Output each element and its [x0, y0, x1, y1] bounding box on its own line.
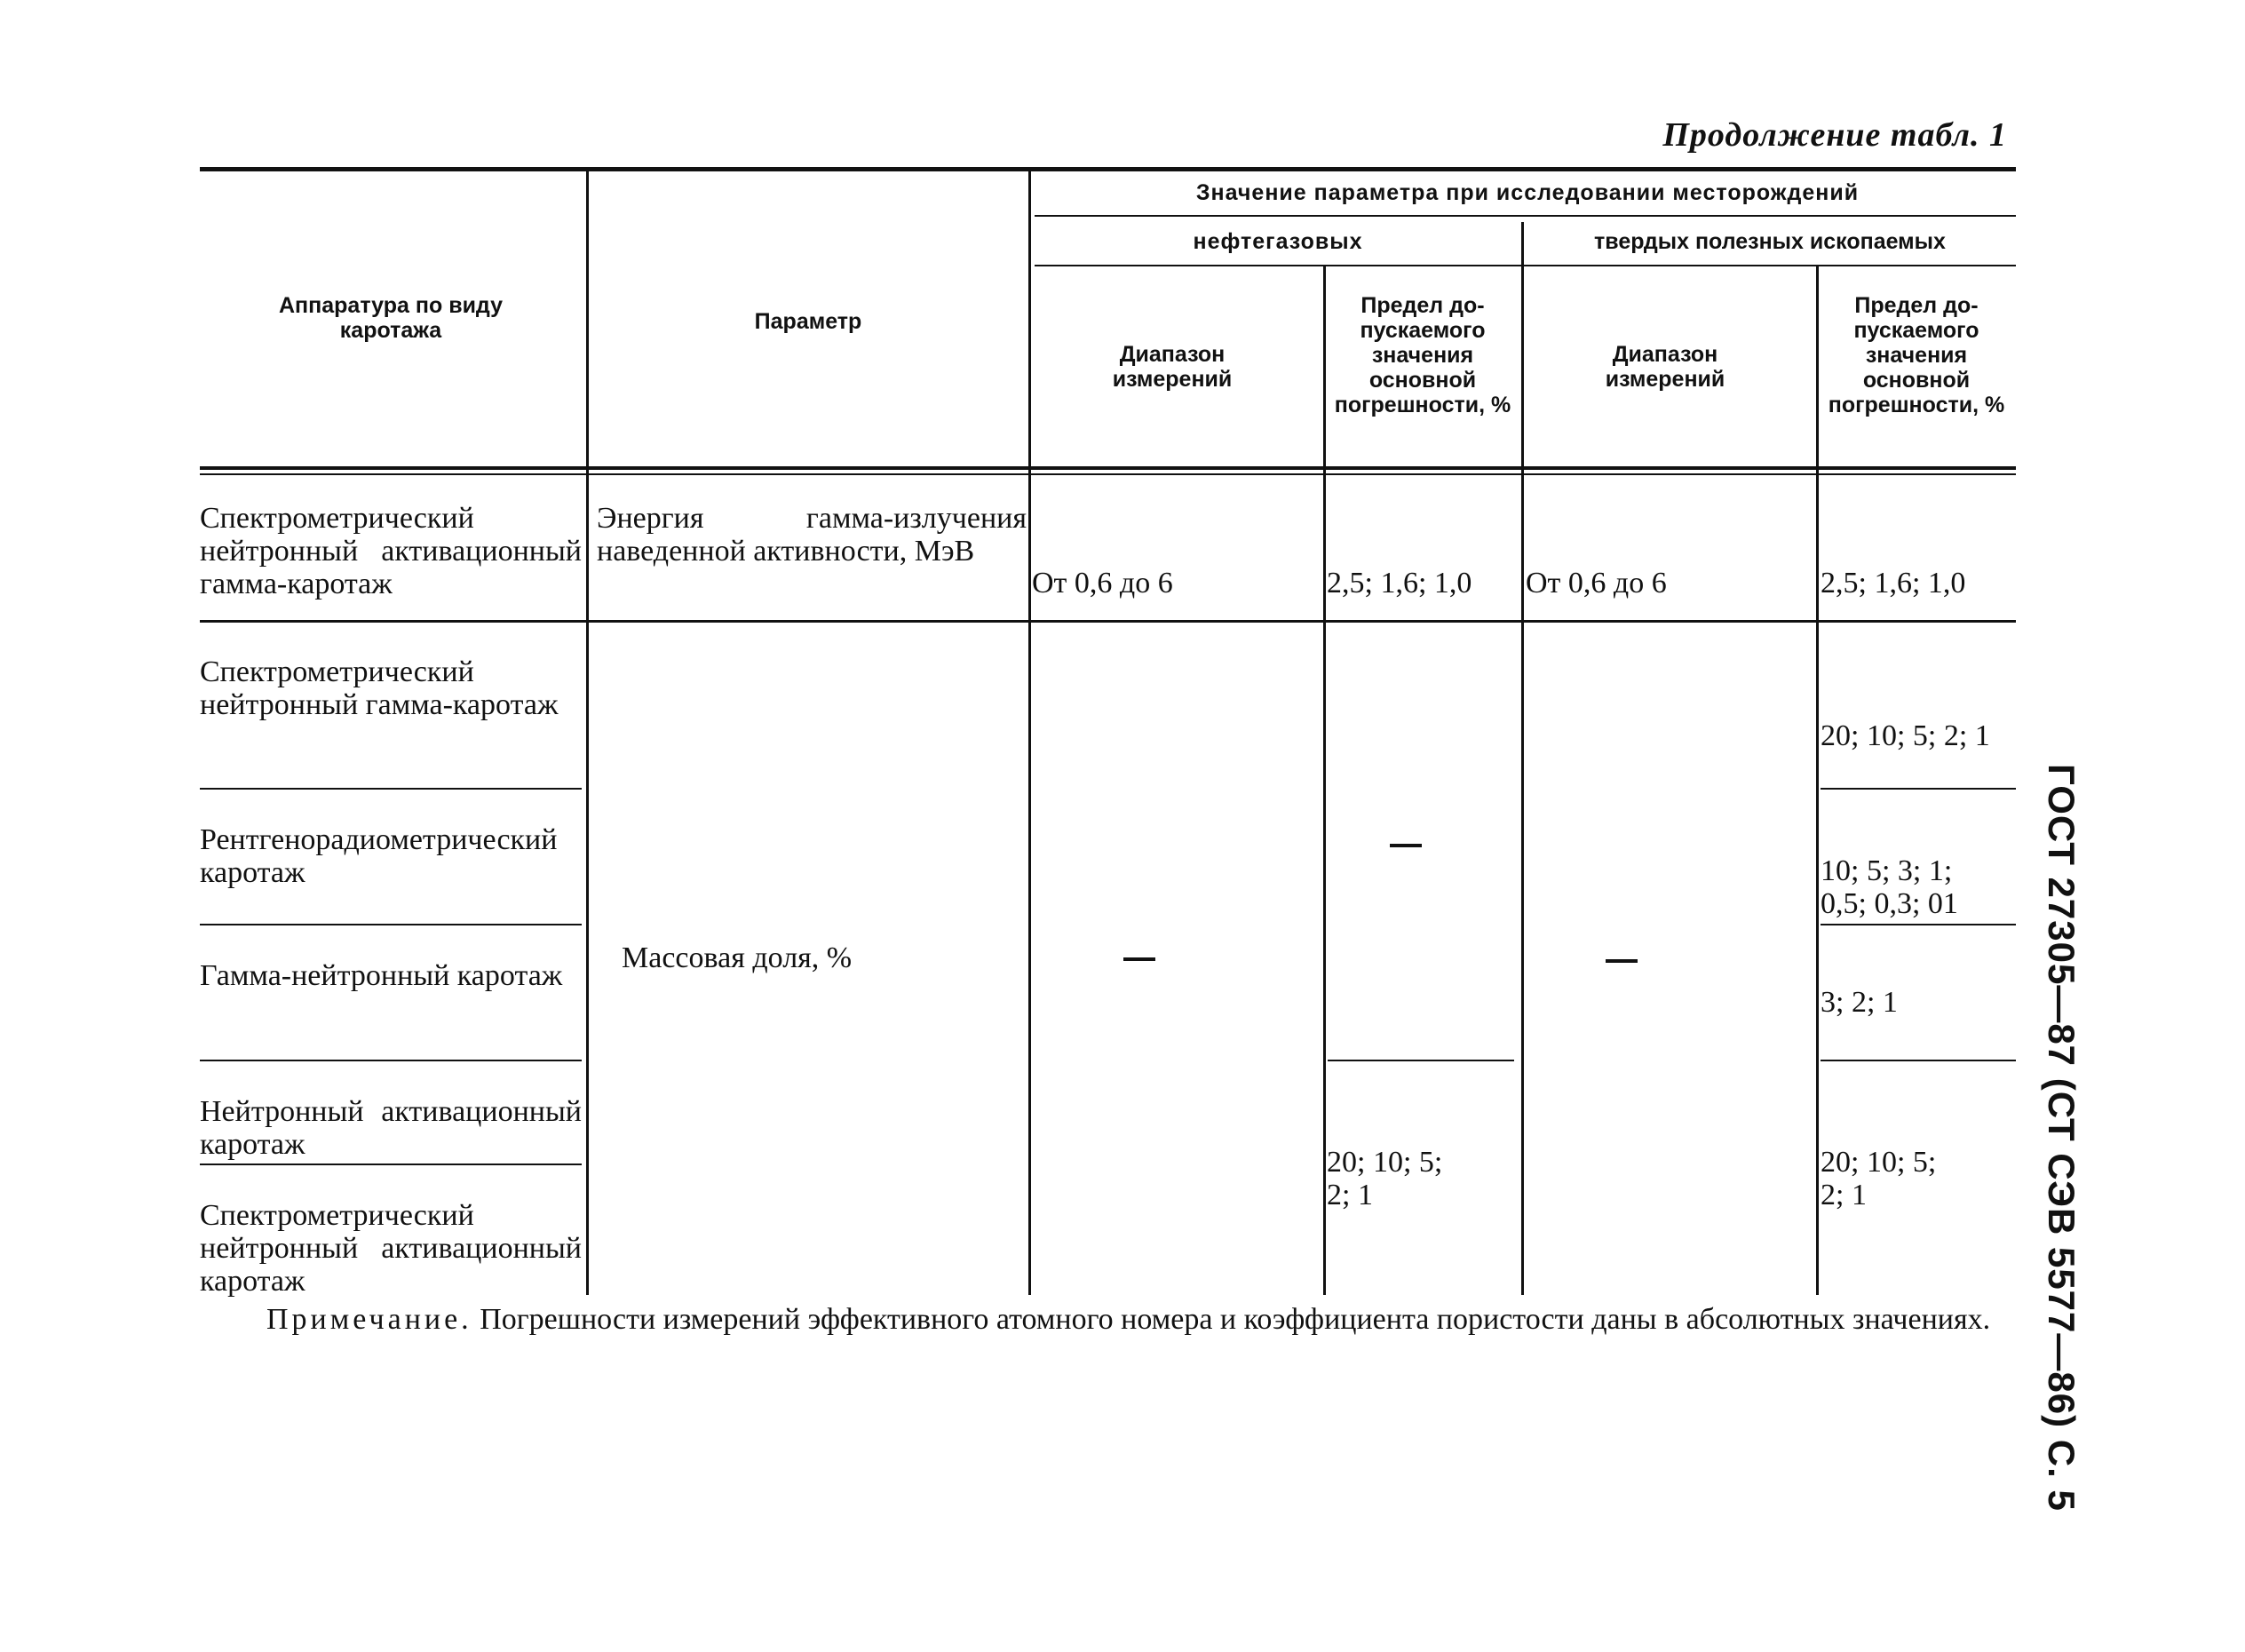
header-solid: твердых полезных ископаемых [1594, 229, 1946, 254]
row1-parameter: Энергия гамма-излучения наведенной активности, МэВ [597, 502, 1027, 568]
row1-solid-limit: 2,5; 1,6; 1,0 [1821, 567, 1966, 600]
solid-limit-rule-2 [1821, 924, 2016, 925]
header-bottom-rule-2 [200, 473, 2016, 475]
col-rule-3 [1323, 265, 1326, 1295]
row1-oil-limit: 2,5; 1,6; 1,0 [1327, 567, 1472, 600]
group-solid-limit-4: 20; 10; 5; 2; 1 [1821, 1146, 1937, 1211]
group-parameter: Массовая доля, % [622, 941, 853, 974]
group-apparatus-3: Гамма-нейтронный каротаж [200, 959, 563, 992]
group-solid-range-text [1606, 943, 1615, 953]
header-solid-range: Диапазон измерений [1605, 342, 1725, 392]
col-rule-1 [586, 171, 589, 1295]
col-rule-4 [1521, 222, 1524, 1295]
group-row-rule-1 [200, 788, 582, 790]
col-rule-5 [1816, 265, 1819, 1295]
table-top-rule [200, 167, 2016, 171]
header-value-group: Значение параметра при исследовании месторождений [1195, 180, 1860, 205]
row1-bottom-rule [200, 620, 2016, 623]
header-oil-gas: нефтегазовых [1193, 229, 1363, 254]
group-oil-limit-text [1391, 828, 1400, 838]
group-oil-range-text [1124, 941, 1133, 951]
solid-limit-rule-1 [1821, 788, 2016, 790]
table-caption: Продолжение табл. 1 [1662, 116, 2007, 154]
header-oil-range: Диапазон измерений [1112, 342, 1233, 392]
group-row-rule-3 [200, 1060, 582, 1061]
row1-oil-range: От 0,6 до 6 [1032, 567, 1173, 600]
table-note [195, 1301, 2007, 1338]
col-rule-2 [1028, 171, 1031, 1295]
header-bottom-rule [200, 466, 2016, 470]
group-row-rule-4 [200, 1164, 582, 1165]
header-apparatus: Аппаратура по виду каротажа [278, 293, 504, 343]
side-standard-reference: ГОСТ 27305—87 (СТ СЭВ 5577—86) С. 5 [2041, 764, 2082, 1512]
header-solid-limit: Предел допускаемого значения основной погрешности, % [1828, 293, 2005, 417]
header-rule-subgroup [1035, 265, 2016, 266]
group-solid-limit-1: 20; 10; 5; 2; 1 [1821, 719, 1990, 752]
group-apparatus-4: Нейтронный активационный каротаж [200, 1095, 582, 1161]
note-text: Погрешности измерений эффективного атомного номера и коэффициента пористости даны в абсолютных значениях. [480, 1303, 1991, 1336]
group-solid-limit-3: 3; 2; 1 [1821, 986, 1898, 1019]
solid-limit-rule-3 [1821, 1060, 2016, 1061]
group-solid-limit-2: 10; 5; 3; 1; 0,5; 0,3; 01 [1821, 854, 1958, 920]
header-oil-limit: Предел допускаемого значения основной погрешности, % [1334, 293, 1511, 417]
group-solid-range-dash [1606, 959, 1638, 963]
group-oil-range-dash [1123, 957, 1155, 961]
row1-apparatus: Спектрометрический нейтронный активационный гамма-каротаж [200, 502, 582, 600]
group-apparatus-5: Спектрометрический нейтронный активационный каротаж [200, 1199, 582, 1298]
header-rule-group [1035, 215, 2016, 217]
group-apparatus-2: Рентгенорадиометрический каротаж [200, 823, 558, 889]
oil-limit-rule [1328, 1060, 1514, 1061]
group-apparatus-1: Спектрометрический нейтронный гамма-каротаж [200, 655, 559, 721]
header-parameter: Параметр [754, 309, 862, 334]
note-label: Примечание. [266, 1303, 472, 1336]
group-oil-limit-bottom: 20; 10; 5; 2; 1 [1327, 1146, 1443, 1211]
group-row-rule-2 [200, 924, 582, 925]
group-oil-limit-dash [1390, 844, 1422, 847]
row1-solid-range: От 0,6 до 6 [1526, 567, 1667, 600]
